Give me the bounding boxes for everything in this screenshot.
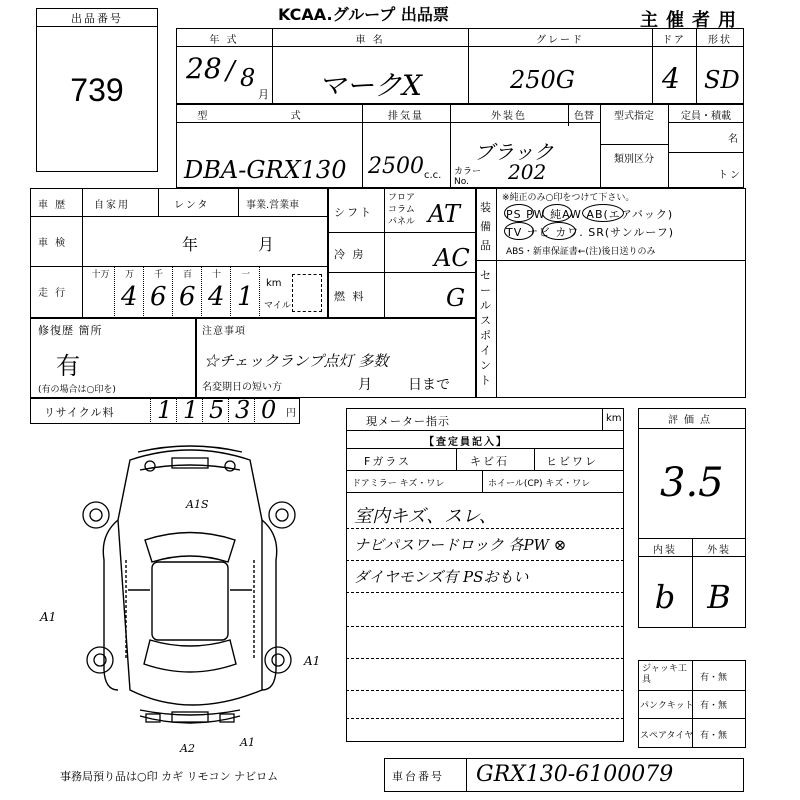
wheel-label: ホイール(CP) キズ・ワレ [488, 479, 591, 489]
repair-label: 修復歴 箇所 [38, 324, 103, 337]
doors-value: 4 [662, 62, 680, 95]
repair-value: 有 [56, 352, 80, 380]
model-value: マークX [318, 69, 422, 102]
color-label: 外装色 [491, 111, 527, 122]
mileage-digit-cell [231, 266, 260, 318]
glass-label: Fガラス [364, 455, 411, 468]
type-label: 型 式 [197, 111, 341, 122]
capacity-label: 定員・積載 [681, 111, 731, 122]
km-label: km [266, 278, 282, 289]
mileage-digit-label: 千 [153, 270, 163, 280]
expiry-month: 月 [358, 377, 372, 393]
shift-opt-floor: フロア [388, 193, 416, 203]
shift-label: シフト [334, 206, 373, 219]
history-opt-private: 自家用 [94, 200, 130, 211]
score-label: 評価点 [668, 415, 716, 426]
puncture-label: パンクキット [640, 701, 694, 711]
body-label: 形状 [708, 35, 732, 46]
recycle-digit-cell [254, 398, 280, 424]
color-no-label: カラーNo. [454, 167, 482, 187]
mileage-digit-value: 1 [237, 282, 254, 312]
exterior-value: B [707, 578, 731, 616]
exterior-label: 外装 [707, 545, 731, 556]
ac-value: AC [434, 244, 470, 272]
recycle-digit-cell [176, 398, 202, 424]
recycle-digit-cell [228, 398, 254, 424]
interior-label: 内装 [653, 545, 677, 556]
mileage-digit-cell [86, 266, 115, 318]
chassis-value: GRX130-6100079 [476, 762, 674, 787]
grade-label: グレード [536, 35, 584, 46]
displacement-value: 2500 [368, 154, 424, 179]
mileage-digit-label: 十 [211, 270, 221, 280]
mileage-digit-value: 4 [208, 282, 225, 312]
meter-label: 現メーター指示 [366, 415, 450, 428]
notes-value: ☆チェックランプ点灯 多数 [204, 352, 389, 370]
inspector-label: 【査定員記入】 [424, 437, 508, 448]
mileage-digit-value: 4 [121, 282, 138, 312]
chassis-label: 車台番号 [392, 770, 444, 783]
shift-value: AT [428, 200, 461, 228]
puncture-opts: 有・無 [700, 701, 728, 711]
mileage-digit-label: 十万 [91, 270, 110, 280]
recycle-digit-value: 1 [183, 396, 199, 424]
damage-mark-front: A1S [186, 498, 209, 511]
recycle-digit-value: 3 [235, 396, 251, 424]
interior-value: b [654, 578, 676, 616]
fuel-value: G [446, 284, 466, 312]
recycle-digit-value: 0 [261, 396, 277, 424]
history-opt-business: 事業.営業車 [246, 200, 300, 211]
color-change-label: 色替 [574, 111, 594, 122]
spare-label: スペアタイヤ [640, 731, 694, 741]
equipment-label: 装備品 [480, 201, 491, 252]
mileage-digit-label: 一 [240, 270, 250, 280]
inspection-label: 車 検 [38, 238, 68, 249]
mirror-label: ドアミラー キズ・ワレ [352, 479, 445, 489]
equipment-instruction: ※純正のみ○印をつけて下さい。 [502, 193, 635, 203]
jack-label: ジャッキ工具 [642, 664, 687, 685]
mileage-digit-value: 6 [150, 282, 167, 312]
grade-value: 250G [510, 66, 575, 94]
mileage-digit-cell [202, 266, 231, 318]
ac-label: 冷 房 [334, 248, 366, 261]
history-opt-rental: レンタ [174, 200, 210, 211]
history-label: 車 歴 [38, 200, 68, 211]
shift-opt-column: コラム [388, 205, 415, 215]
glass-opt-chip: キビ石 [470, 455, 509, 468]
color-value: ブラック [474, 140, 554, 164]
mileage-digit-label: 万 [124, 270, 134, 280]
recycle-digit-cell [202, 398, 228, 424]
repair-note: (有の場合は○印を) [38, 385, 116, 395]
type-value: DBA-GRX130 [184, 156, 347, 184]
equipment-line-1: PS PW 純AW AB(エアバック) [506, 208, 674, 221]
office-note: 事務局預り品は○印 カギ リモコン ナビロム [60, 770, 279, 783]
sheet-title: KCAA.グループ 出品票 [278, 5, 449, 24]
mileage-digit-cell [115, 266, 144, 318]
type-cert-label: 型式指定 [614, 111, 654, 122]
unit-persons: 名 [728, 134, 740, 145]
glass-opt-crack: ヒビワレ [546, 455, 598, 468]
recycle-label: リサイクル料 [44, 406, 115, 419]
recycle-unit: 円 [286, 408, 296, 419]
month-value: 8 [240, 64, 256, 92]
meter-unit: km [606, 413, 622, 424]
lot-number: 739 [70, 72, 124, 108]
year-label: 年 式 [209, 35, 239, 46]
color-no-value: 202 [508, 160, 547, 184]
comment-1: 室内キズ、スレ、 [354, 506, 497, 527]
year-value: 28 [186, 52, 222, 85]
fuel-label: 燃 料 [334, 290, 366, 303]
month-unit: 月 [258, 88, 269, 101]
damage-mark-right: A1 [304, 654, 321, 668]
equipment-line-2: TV ナビ カワ. SR(サンルーフ) [506, 226, 675, 239]
shift-opt-panel: パネル [388, 217, 416, 227]
notes-label: 注意事項 [202, 326, 246, 337]
comment-3: ダイヤモンズ有 PSおもい [354, 568, 529, 586]
displacement-label: 排気量 [388, 111, 424, 122]
inspection-month-unit: 月 [258, 235, 275, 254]
model-label: 車 名 [355, 35, 385, 46]
recycle-digit-cell [150, 398, 176, 424]
expiry-label: 名変期日の短い方 [202, 382, 282, 393]
mileage-label: 走 行 [38, 288, 68, 299]
classification-label: 類別区分 [614, 154, 654, 165]
equipment-line-3: ABS・新車保証書←(注)後日送りのみ [506, 247, 656, 257]
inspection-year-unit: 年 [182, 235, 199, 254]
mileage-digit-value: 6 [179, 282, 196, 312]
damage-mark-left: A1 [40, 610, 57, 624]
damage-mark-rear-right: A1 [240, 736, 255, 749]
lot-label: 出品番号 [71, 12, 123, 25]
score-value: 3.5 [660, 460, 724, 506]
doors-label: ドア [662, 35, 686, 46]
mileage-digit-label: 百 [182, 270, 192, 280]
spare-opts: 有・無 [700, 731, 728, 741]
recycle-digit-value: 1 [157, 396, 173, 424]
expiry-day: 日まで [408, 377, 450, 393]
mileage-digit-cell [144, 266, 173, 318]
organizer-label: 主催者用 [640, 10, 744, 31]
displacement-unit: c.c. [424, 170, 442, 181]
jack-opts: 有・無 [700, 673, 728, 683]
mile-label: マイル [264, 301, 291, 311]
damage-mark-rear-left: A2 [180, 742, 195, 755]
unit-tons: トン [718, 170, 742, 181]
comment-2: ナビパスワードロック 各PW ⊗ [354, 536, 567, 554]
recycle-digit-value: 5 [209, 396, 225, 424]
body-value: SD [704, 66, 740, 94]
sales-point-label: セールスポイント [480, 269, 491, 387]
mileage-digit-cell [173, 266, 202, 318]
